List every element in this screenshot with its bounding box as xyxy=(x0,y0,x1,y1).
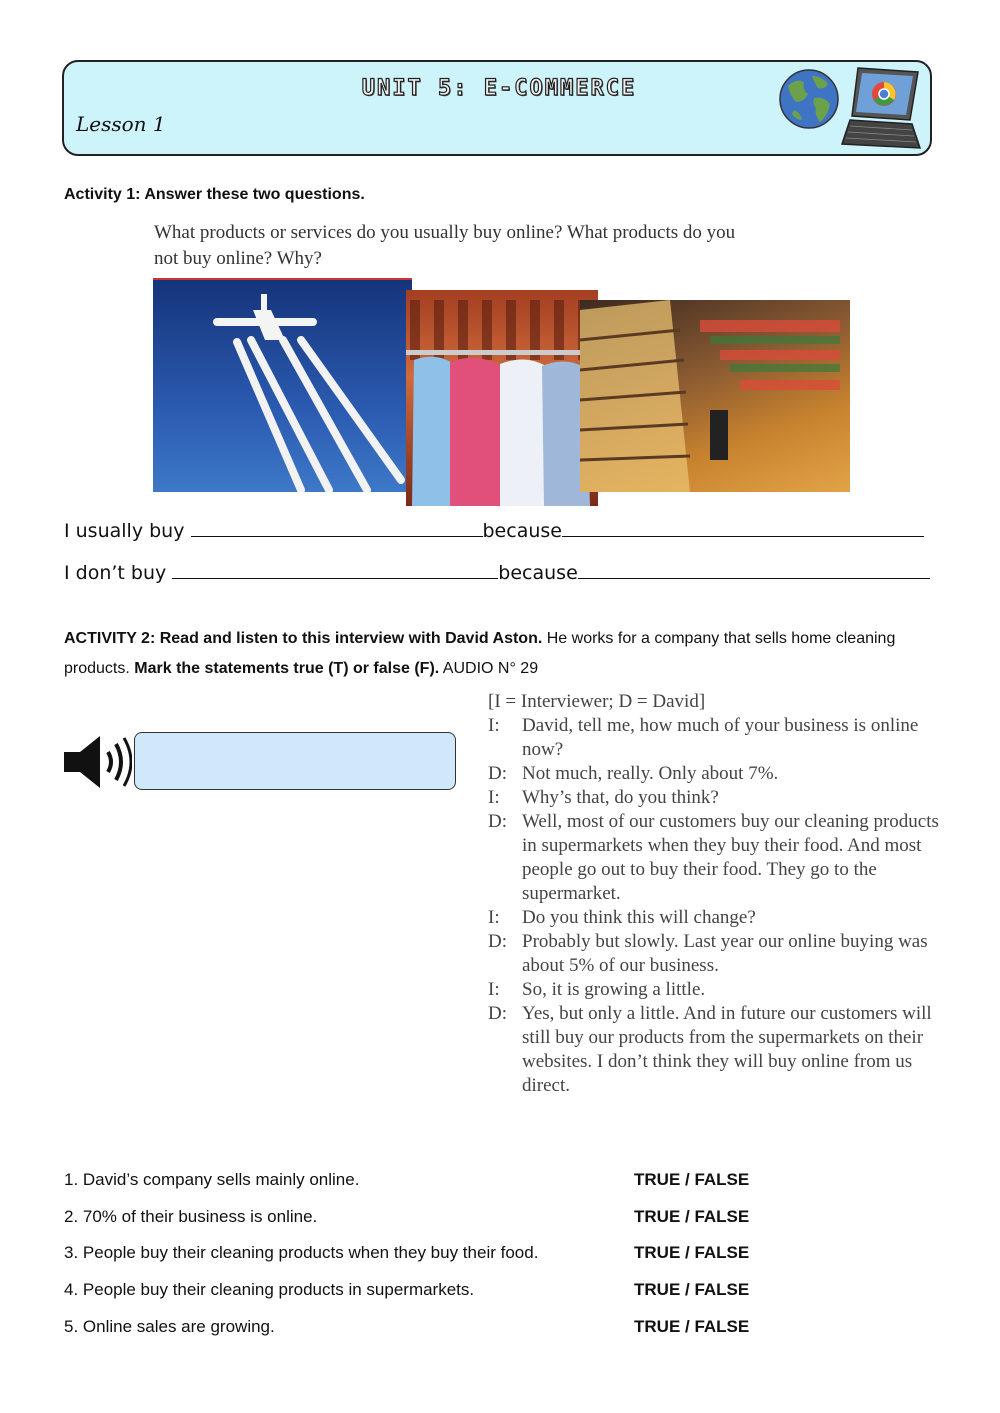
true-false-choice-5[interactable]: TRUE / FALSE xyxy=(634,1317,750,1336)
transcript-line xyxy=(488,906,948,930)
transcript-line xyxy=(488,762,948,786)
line-text: Yes, but only a little. And in future our customers will still buy our products from the supermarkets on their websites. I don’t think they will buy online from us direct. xyxy=(522,1003,932,1096)
statement-5: 5. Online sales are growing. xyxy=(64,1317,275,1336)
statement-2: 2. 70% of their business is online. xyxy=(64,1207,318,1226)
because-blank-2[interactable] xyxy=(578,562,930,579)
transcript-line xyxy=(488,930,948,978)
because-blank-1[interactable] xyxy=(562,520,924,537)
line-text: David, tell me, how much of your business is online now? xyxy=(522,715,919,760)
unit-title: UNIT 5: E-COMMERCE xyxy=(361,76,637,101)
statement-3: 3. People buy their cleaning products when they buy their food. xyxy=(64,1243,539,1262)
interview-transcript xyxy=(488,690,948,1098)
dont-buy-label: I don’t buy xyxy=(64,562,173,584)
activity2-instruction: Mark the statements true (T) or false (F). xyxy=(134,660,440,677)
clothes-rack-photo xyxy=(406,290,598,506)
transcript-line xyxy=(488,714,948,762)
speaker-icon[interactable] xyxy=(62,732,132,792)
speaker-tag: D: xyxy=(488,1003,507,1024)
activity1-question xyxy=(154,220,854,272)
usually-buy-line xyxy=(64,520,924,542)
question-line-1: What products or services do you usually buy online? What products do you xyxy=(154,222,736,243)
dont-buy-blank[interactable] xyxy=(172,562,498,579)
speaker-tag: D: xyxy=(488,931,507,952)
statement-1: 1. David’s company sells mainly online. xyxy=(64,1170,360,1189)
because-label-2: because xyxy=(498,562,578,584)
transcript-line xyxy=(488,810,948,906)
activity1-heading: Activity 1: Answer these two questions. xyxy=(64,186,365,203)
speaker-tag: D: xyxy=(488,763,507,784)
line-text: Why’s that, do you think? xyxy=(522,787,719,808)
speaker-tag: I: xyxy=(488,979,500,1000)
true-false-choice-2[interactable]: TRUE / FALSE xyxy=(634,1207,750,1226)
true-false-choice-1[interactable]: TRUE / FALSE xyxy=(634,1170,750,1189)
audio-number: AUDIO N° 29 xyxy=(439,660,539,677)
true-false-choice-3[interactable]: TRUE / FALSE xyxy=(634,1243,750,1262)
line-text: Well, most of our customers buy our cleaning products in supermarkets when they buy their food. And most people go out to buy their food. They go to the supermarket. xyxy=(522,811,939,904)
transcript-key: [I = Interviewer; D = David] xyxy=(488,691,706,712)
activity2-intro xyxy=(64,624,944,684)
usually-buy-blank[interactable] xyxy=(191,520,483,537)
supermarket-photo xyxy=(580,300,850,492)
activity2-context: He works for a company that sells home cleaning products. xyxy=(64,630,896,677)
line-text: Do you think this will change? xyxy=(522,907,756,928)
dont-buy-line xyxy=(64,562,930,584)
question-line-2: not buy online? Why? xyxy=(154,248,322,269)
transcript-line xyxy=(488,1002,948,1098)
unit-header-box xyxy=(62,60,932,156)
line-text: Probably but slowly. Last year our online buying was about 5% of our business. xyxy=(522,931,928,976)
speaker-tag: D: xyxy=(488,811,507,832)
laptop-browser-icon xyxy=(840,64,924,152)
transcript-line xyxy=(488,786,948,810)
lesson-label: Lesson 1 xyxy=(76,112,166,136)
speaker-tag: I: xyxy=(488,715,500,736)
statement-4: 4. People buy their cleaning products in supermarkets. xyxy=(64,1280,475,1299)
line-text: Not much, really. Only about 7%. xyxy=(522,763,779,784)
globe-icon xyxy=(778,68,840,130)
activity2-heading: ACTIVITY 2: Read and listen to this interview with David Aston. xyxy=(64,630,543,647)
speaker-tag: I: xyxy=(488,787,500,808)
airplane-photo xyxy=(153,278,412,492)
because-label-1: because xyxy=(482,520,562,542)
true-false-choice-4[interactable]: TRUE / FALSE xyxy=(634,1280,750,1299)
speaker-tag: I: xyxy=(488,907,500,928)
usually-buy-label: I usually buy xyxy=(64,520,191,542)
line-text: So, it is growing a little. xyxy=(522,979,706,1000)
transcript-line xyxy=(488,978,948,1002)
audio-player[interactable] xyxy=(134,732,456,790)
